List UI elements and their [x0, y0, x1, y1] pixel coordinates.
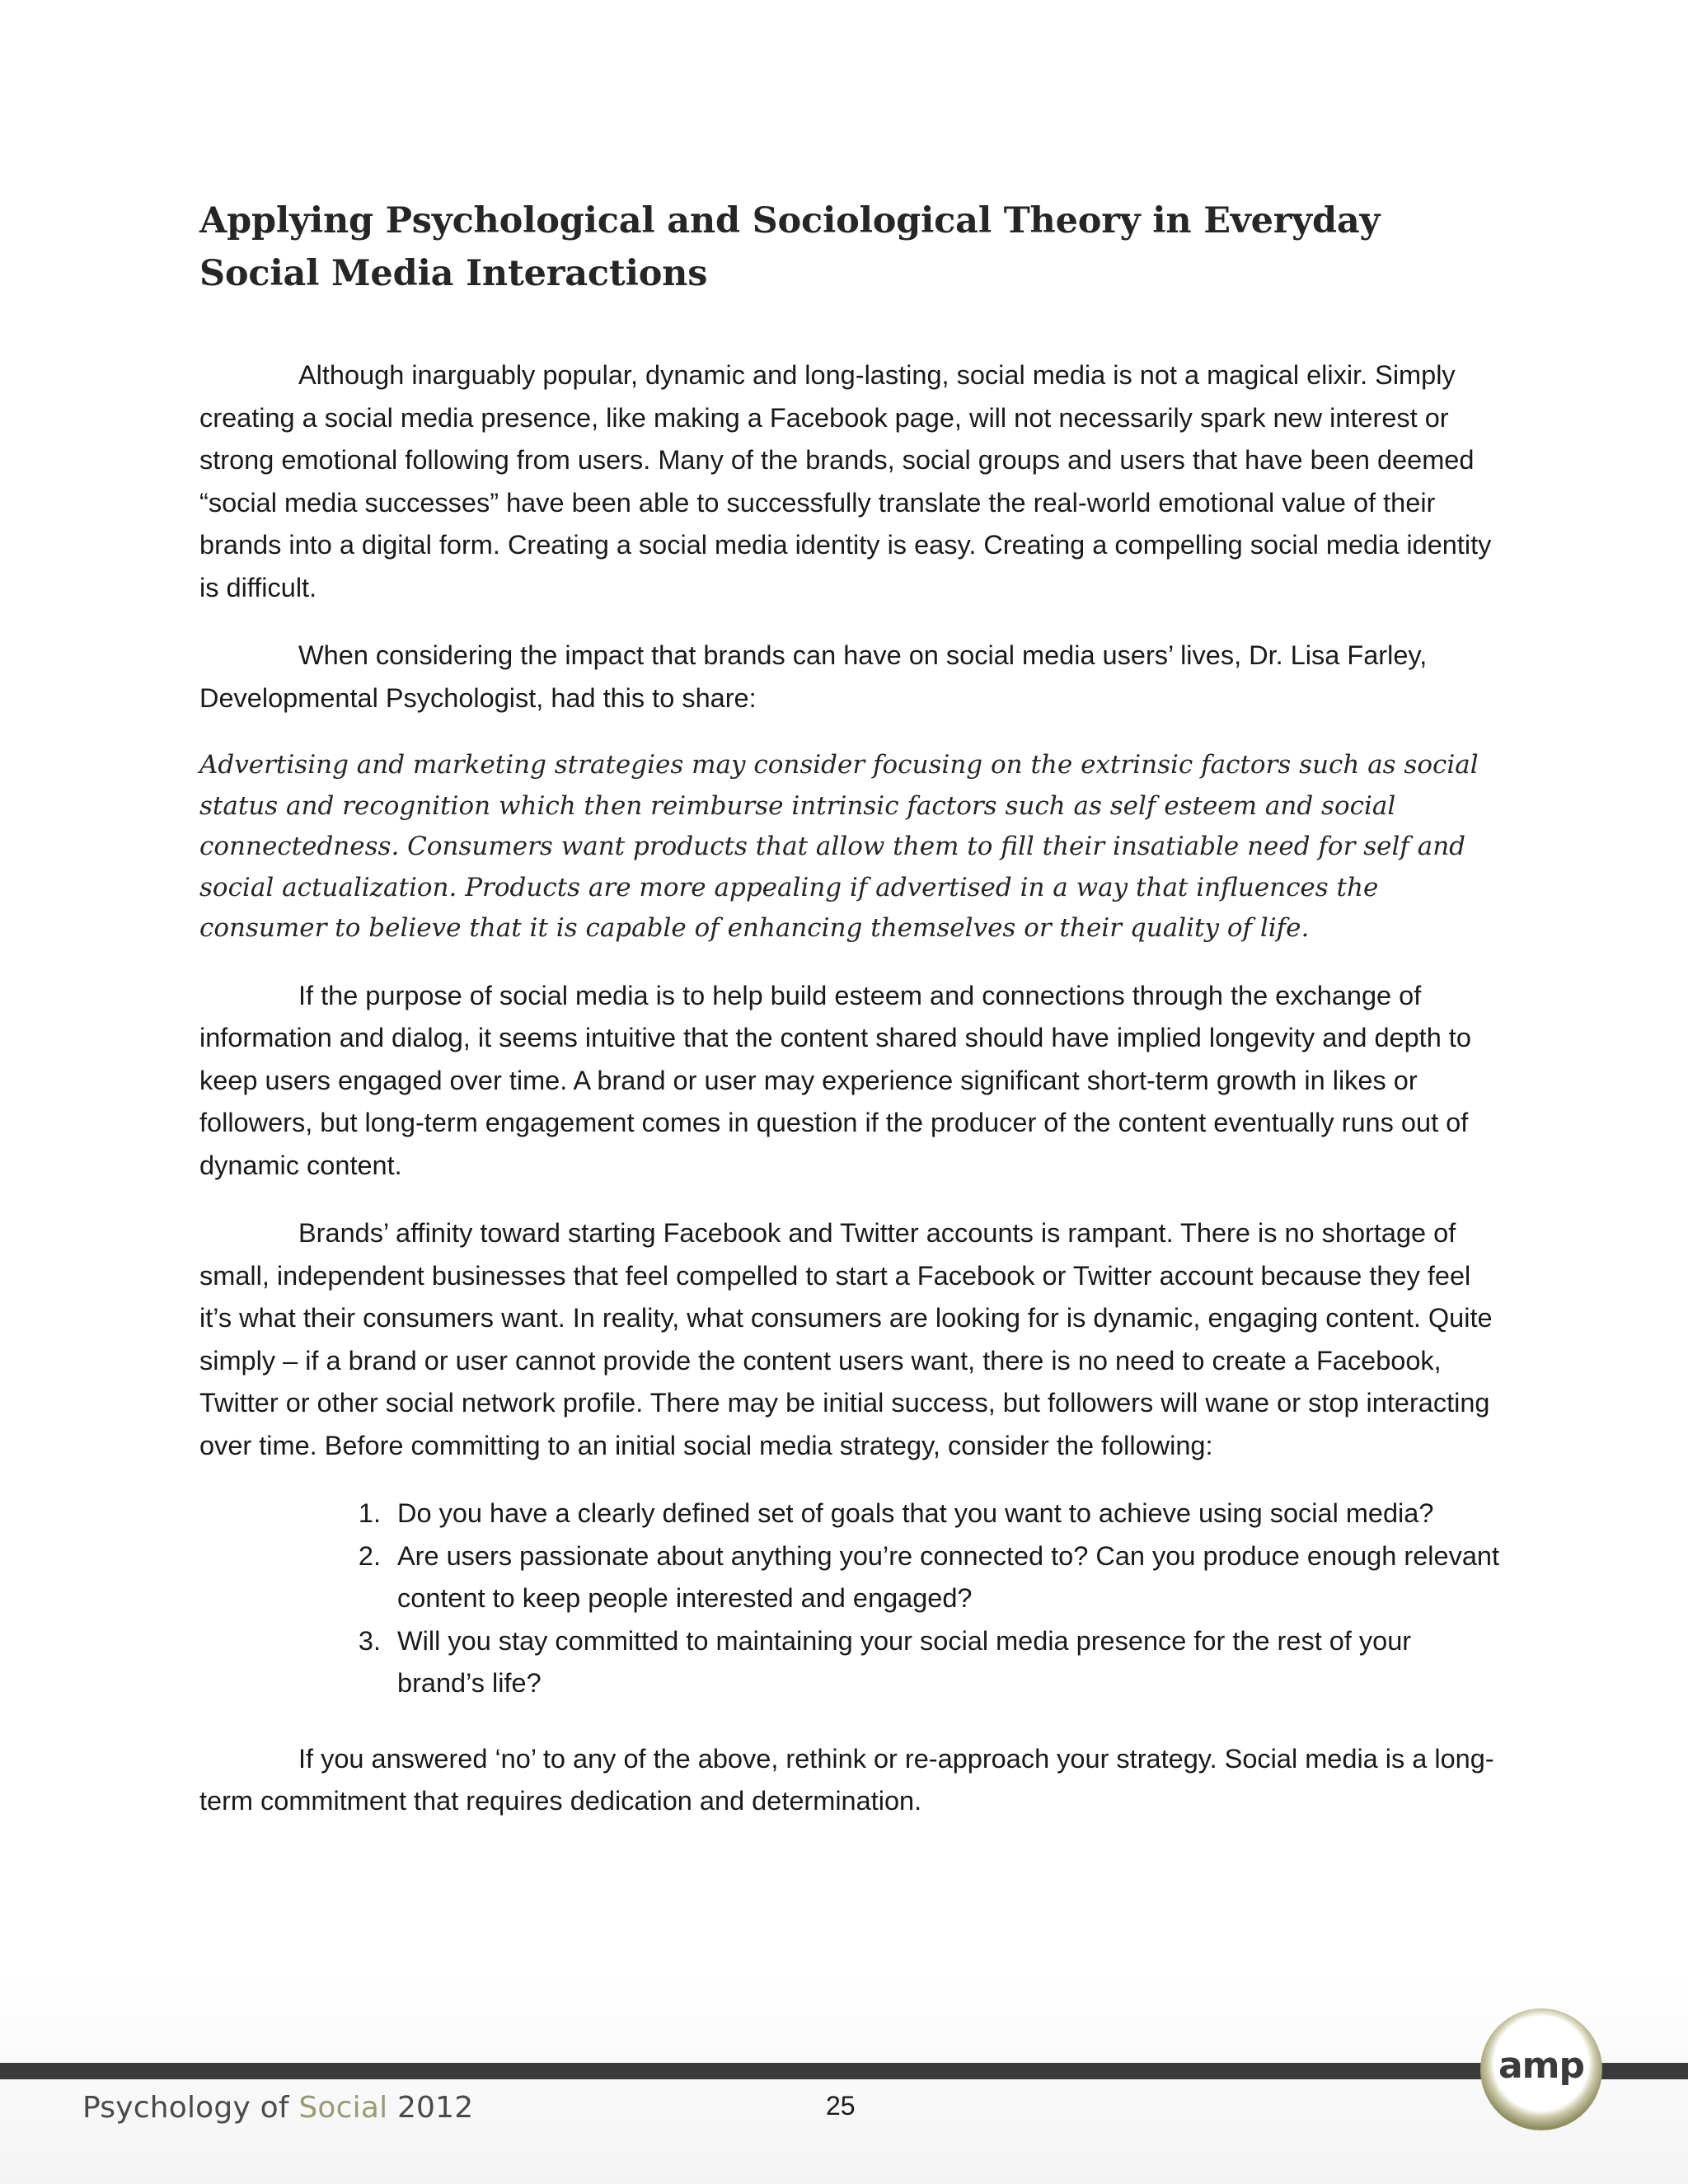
- question-list: [199, 1493, 1502, 1705]
- list-item-text: Do you have a clearly defined set of goals that you want to achieve using social media?: [397, 1498, 1434, 1528]
- logo-text: amp: [1498, 2045, 1585, 2087]
- list-item-number: 3.: [358, 1625, 381, 1656]
- list-item-number: 2.: [358, 1540, 381, 1571]
- page-number: 25: [826, 2091, 856, 2121]
- paragraph-brands: Brands’ affinity toward starting Facebook and Twitter accounts is rampant. There is no shortage of small, independent businesses that feel compelled to start a Facebook or Twitter account because they feel it’s what their consumers want. In reality, what consumers are looking for is dynamic, engaging content. Quite simply – if a brand or user cannot provide the content users want, there is no need to create a Facebook, Twitter or other social network profile. There may be initial success, but followers will wane or stop interacting over time. Before committing to an initial social media strategy, consider the following:: [199, 1218, 1493, 1460]
- brand-text-psychology: Psychology of: [82, 2091, 289, 2125]
- paragraph-quote-intro: When considering the impact that brands can have on social media users’ lives, Dr. Lisa Farley, Developmental Psychologist, had this to share:: [199, 640, 1428, 713]
- page-content: [199, 194, 1502, 1849]
- page-title: Applying Psychological and Sociological Theory in Everyday Social Media Interactions: [199, 200, 1381, 294]
- list-item: [358, 1620, 1502, 1705]
- footer-divider: [0, 2063, 1688, 2079]
- paragraph-purpose: If the purpose of social media is to help build esteem and connections through the exchange of information and dialog, it seems intuitive that the content shared should have implied longevity and depth to keep users engaged over time. A brand or user may experience significant short-term growth in likes or followers, but long-term engagement comes in question if the producer of the content eventually runs out of dynamic content.: [199, 980, 1471, 1180]
- paragraph-conclusion: If you answered ‘no’ to any of the above, rethink or re-approach your strategy. Social media is a long-term commitment that requires dedication and determination.: [199, 1743, 1494, 1816]
- list-item-text: Are users passionate about anything you’re connected to? Can you produce enough relevant content to keep people interested and engaged?: [397, 1540, 1500, 1613]
- list-item-number: 1.: [358, 1498, 381, 1528]
- footer-brand: [82, 2091, 473, 2125]
- list-item-text: Will you stay committed to maintaining your social media presence for the rest of your brand’s life?: [397, 1625, 1412, 1698]
- list-item: [358, 1493, 1502, 1535]
- brand-text-social: Social: [298, 2091, 388, 2125]
- list-item: [358, 1535, 1502, 1620]
- amp-logo-icon: [1480, 2008, 1602, 2130]
- brand-text-year: 2012: [396, 2091, 474, 2125]
- paragraph-intro: Although inarguably popular, dynamic and long-lasting, social media is not a magical elixir. Simply creating a social media presence, like making a Facebook page, will not necessarily spark new interest or strong emotional following from users. Many of the brands, social groups and users that have been deemed “social media successes” have been able to successfully translate the real-world emotional value of their brands into a digital form. Creating a social media identity is easy. Creating a compelling social media identity is difficult.: [199, 360, 1492, 602]
- block-quote: Advertising and marketing strategies may consider focusing on the extrinsic factors such as social status and recognition which then reimburse intrinsic factors such as self esteem and social connectedness. Consumers want products that allow them to fill their insatiable need for self and social actualization. Products are more appealing if advertised in a way that influences the consumer to believe that it is capable of enhancing themselves or their quality of life.: [199, 750, 1479, 943]
